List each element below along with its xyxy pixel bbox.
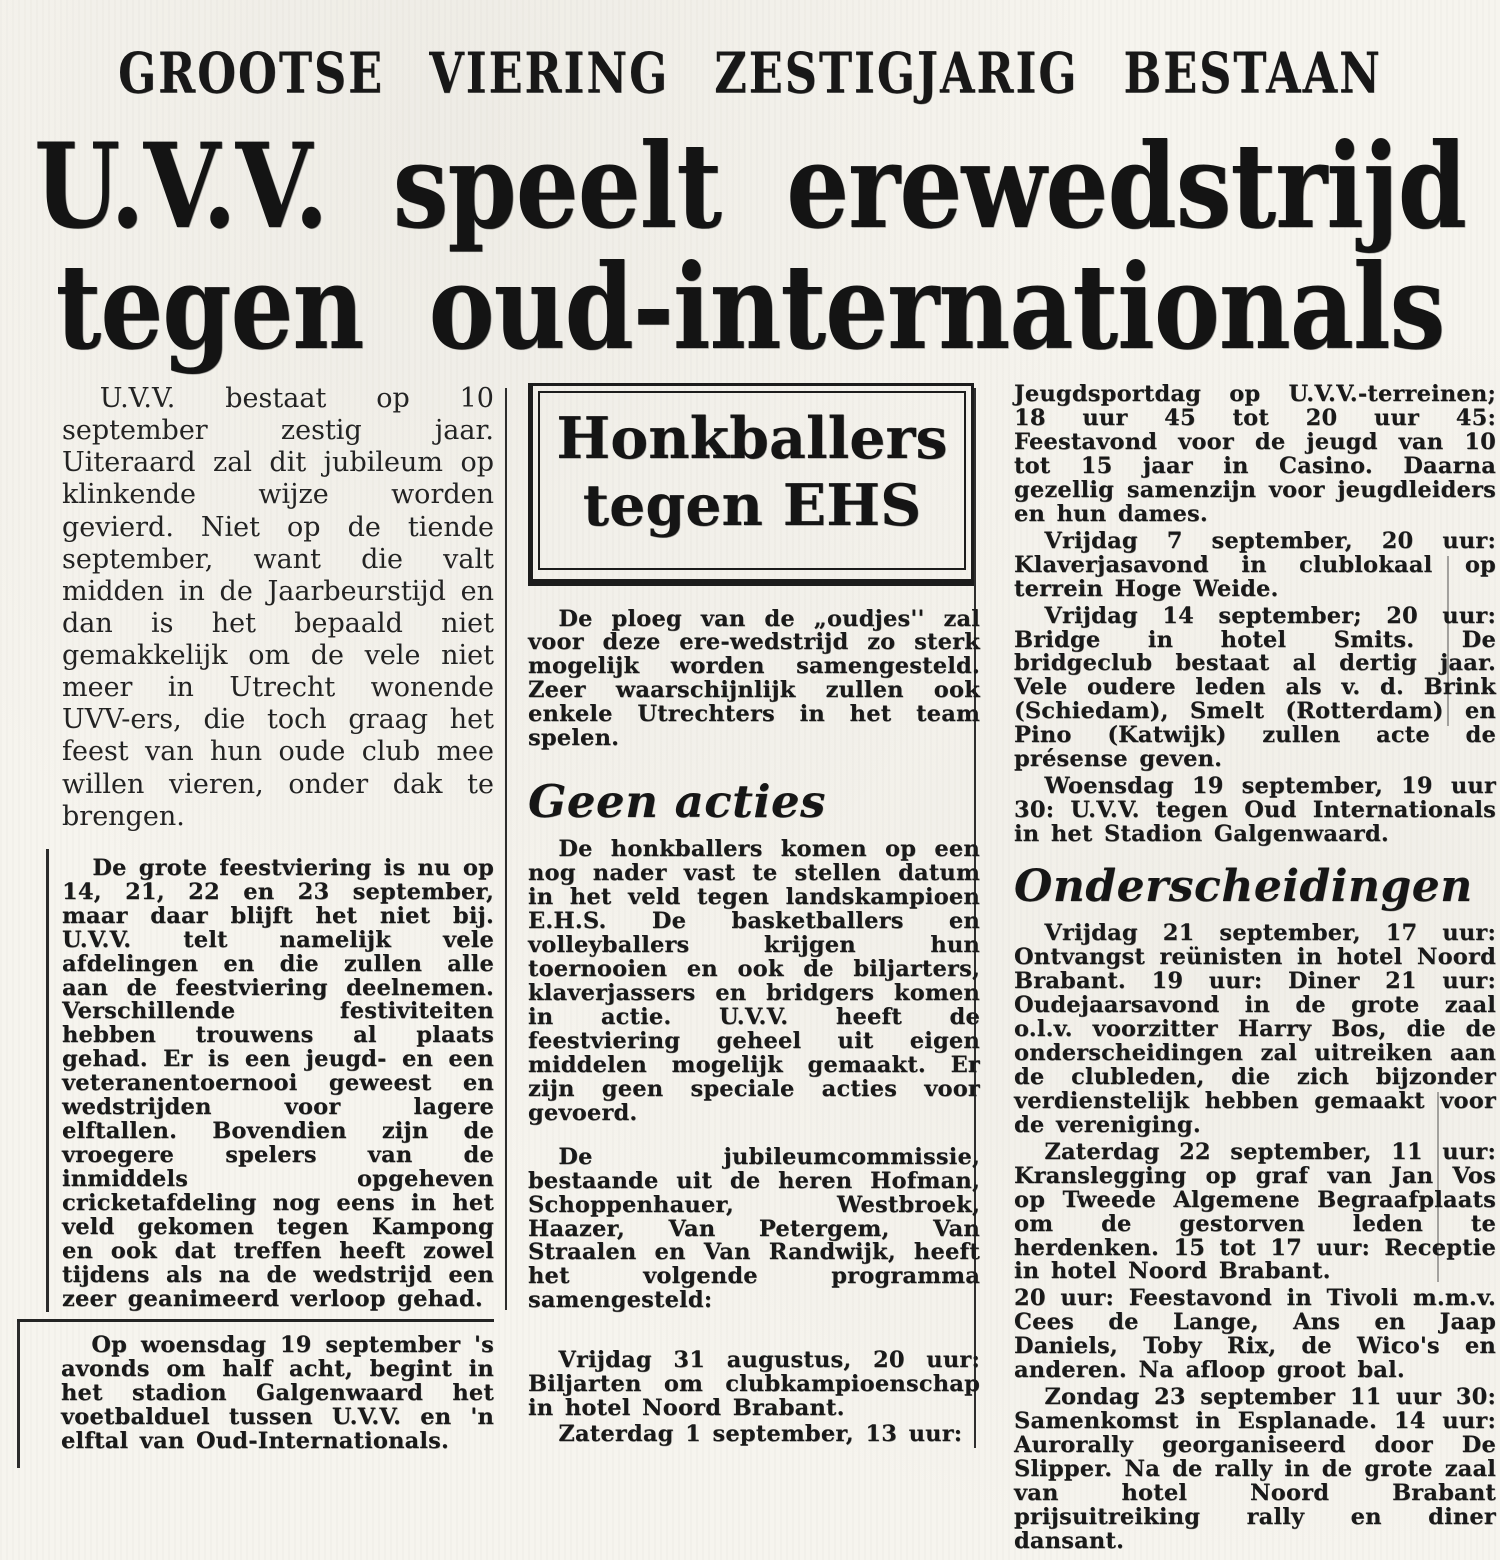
paragraph: Vrijdag 7 september, 20 uur: Klaverjasavond in clublokaal op terrein Hoge Weide.: [1014, 527, 1496, 602]
column-right: [1014, 383, 1496, 1557]
honkballers-box: [528, 383, 974, 586]
honkballers-box-inner: [538, 391, 966, 570]
paragraph: De jubileumcommissie, bestaande uit de heren Hofman, Schoppenhauer, Westbroek, Haazer, Van Petergem, Van Straalen en Van Randwijk, heeft het volgende programma samengesteld:: [528, 1143, 980, 1314]
box-title-line-2: tegen EHS: [582, 472, 922, 540]
paragraph: Zaterdag 1 september, 13 uur:: [558, 1421, 963, 1448]
paragraph: Zondag 23 september 11 uur 30: Samenkomst in Esplanade. 14 uur: Aurorally georganiseerd door De Slipper. Na de rally in de grote zaal van hotel Noord Brabant prijsuitreiking rally en diner dansant.: [1014, 1384, 1496, 1554]
paragraph: 20 uur: Feestavond in Tivoli m.m.v. Cees de Lange, Ans en Jaap Daniels, Toby Rix, de Wico's en anderen. Na afloop groot bal.: [1014, 1285, 1496, 1384]
article-columns: [0, 383, 1500, 1557]
main-headline: [0, 116, 1500, 377]
paragraph: Vrijdag 21 september, 17 uur: Ontvangst reünisten in hotel Noord Brabant. 19 uur: Diner 21 uur: Oudejaarsavond in de grote zaal o.l.v. voorzitter Harry Bos, die de onderscheidingen zal uitreiken aan de clubleden, die zich bijzonder verdienstelijk hebben gemaakt voor de vereniging.: [1014, 920, 1496, 1138]
paragraph: De grote feestviering is nu op 14, 21, 22 en 23 september, maar daar blijft het niet bij. U.V.V. telt namelijk vele afdelingen en die zullen alle aan de feestviering deelnemen. Verschillende festiviteiten hebben trouwens al plaats gehad. Er is een jeugd- en een veteranentoernooi geweest en wedstrijden voor lagere elftallen. Bovendien zijn de vroegere spelers van de inmiddels opgeheven cricketafdeling nog eens in het veld gekomen tegen Kampong en ook dat treffen heeft zowel tijdens als na de wedstrijd een zeer geanimeerd verloop gehad.: [62, 854, 494, 1312]
kicker-headline: GROOTSE VIERING ZESTIGJARIG BESTAAN: [118, 40, 1382, 106]
paragraph: De honkballers komen op een nog nader vast te stellen datum in het veld tegen landskampioen E.H.S. De basketballers en volleyballers krijgen hun toernooien en ook de biljarters, klaverjassers en bridgers komen in actie. U.V.V. heeft de feestviering geheel uit eigen middelen mogelijk gemaakt. Er zijn geen speciale acties voor gevoerd.: [528, 836, 980, 1126]
ruled-paragraph: [17, 1322, 494, 1468]
headline-line-1: U.V.V. speelt erewedstrijd: [33, 118, 1467, 256]
column-left: [62, 383, 494, 1557]
paragraph: U.V.V. bestaat op 10 september zestig jaar. Uiteraard zal dit jubileum op klinkende wijze worden gevierd. Niet op de tiende september, want die valt midden in de Jaarbeurstijd en dan is het bepaald niet gemakkelijk om de vele niet meer in Utrecht wonende UVV-ers, die toch graag het feest van hun oude club mee willen vieren, onder dak te brengen.: [62, 383, 494, 832]
section-heading-onderscheidingen: Onderscheidingen: [1014, 861, 1473, 913]
column-middle: [528, 383, 980, 1557]
paragraph: Zaterdag 22 september, 11 uur: Kranslegging op graf van Jan Vos op Tweede Algemene Begraafplaats om de gestorven leden te herdenken. 15 tot 17 uur: Receptie in hotel Noord Brabant.: [1014, 1138, 1496, 1285]
boxed-paragraph: [46, 849, 494, 1312]
headline-line-2: tegen oud-internationals: [55, 239, 1445, 377]
paragraph: Jeugdsportdag op U.V.V.-terreinen; 18 uur 45 tot 20 uur 45: Feestavond voor de jeugd van 10 tot 15 jaar in Casino. Daarna gezellig samenzijn voor jeugdleiders en hun dames.: [1014, 381, 1496, 527]
box-title-line-1: Honkballers: [556, 405, 948, 472]
paragraph: Vrijdag 31 augustus, 20 uur: Biljarten om clubkampioenschap in hotel Noord Brabant.: [528, 1347, 980, 1422]
paragraph: Op woensdag 19 september 's avonds om half acht, begint in het stadion Galgenwaard het voetbalduel tussen U.V.V. en 'n elftal van Oud-Internationals.: [61, 1331, 494, 1454]
section-heading-geen-acties: Geen acties: [528, 775, 826, 829]
paragraph: Woensdag 19 september, 19 uur 30: U.V.V. tegen Oud Internationals in het Stadion Galgenwaard.: [1014, 773, 1496, 848]
paragraph: De ploeg van de „oudjes'' zal voor deze ere-wedstrijd zo sterk mogelijk worden samengesteld. Zeer waarschijnlijk zullen ook enkele Utrechters in het team spelen.: [528, 605, 980, 752]
paragraph: Vrijdag 14 september; 20 uur: Bridge in hotel Smits. De bridgeclub bestaat al dertig jaar. Vele oudere leden als v. d. Brink (Schiedam), Smelt (Rotterdam) en Pino (Katwijk) zullen acte de présense geven.: [1014, 602, 1496, 773]
